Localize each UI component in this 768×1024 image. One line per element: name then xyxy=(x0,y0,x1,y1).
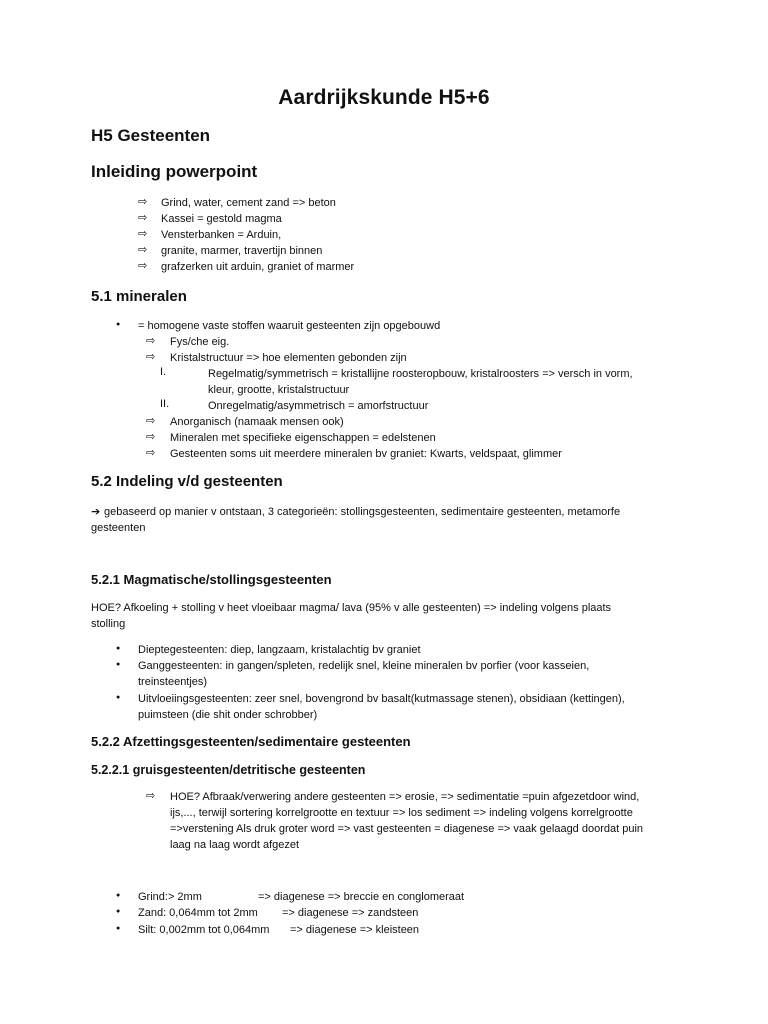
paragraph-line: stolling xyxy=(91,618,126,630)
arrow-right-icon xyxy=(138,259,147,272)
list-item: Kristalstructuur => hoe elementen gebonden zijn xyxy=(170,352,407,364)
document-title: Aardrijkskunde H5+6 xyxy=(278,86,490,109)
list-item: Anorganisch (namaak mensen ook) xyxy=(170,416,344,428)
arrow-right-icon xyxy=(146,414,155,427)
heading-5-2-1: 5.2.1 Magmatische/stollingsgesteenten xyxy=(91,572,332,587)
paragraph-line: ijs,..., terwijl sortering korrelgrootte en textuur => los sediment => indeling volgens korrelgrootte xyxy=(170,807,633,819)
list-item: granite, marmer, travertijn binnen xyxy=(161,245,323,257)
list-item: Dieptegesteenten: diep, langzaam, kristalachtig bv graniet xyxy=(138,644,421,656)
list-item-continuation: treinsteentjes) xyxy=(138,676,208,688)
paragraph-line: HOE? Afbraak/verwering andere gesteenten => erosie, => sedimentatie =puin afgezetdoor wind, xyxy=(170,791,640,803)
list-item: Regelmatig/symmetrisch = kristallijne roosteropbouw, kristalroosters => versch in vorm, xyxy=(208,368,633,380)
list-item-label: Silt: 0,002mm tot 0,064mm xyxy=(138,924,270,936)
list-item-continuation: puimsteen (die shit onder schrobber) xyxy=(138,709,318,721)
arrow-right-icon xyxy=(138,243,147,256)
arrow-right-icon xyxy=(146,789,155,802)
roman-numeral: II. xyxy=(160,398,170,410)
bullet-icon xyxy=(116,905,120,916)
bullet-icon xyxy=(116,318,120,329)
bullet-icon xyxy=(116,642,120,653)
bullet-icon xyxy=(116,922,120,933)
list-item: Mineralen met specifieke eigenschappen = edelstenen xyxy=(170,432,436,444)
list-item-value: => diagenese => breccie en conglomeraat xyxy=(258,891,465,903)
arrow-right-icon xyxy=(146,334,155,347)
heading-5-2-2: 5.2.2 Afzettingsgesteenten/sedimentaire gesteenten xyxy=(91,734,411,749)
arrow-right-icon: ➔ xyxy=(91,506,101,518)
paragraph-line: laag na laag wordt afgezet xyxy=(170,839,300,851)
bullet-icon xyxy=(116,658,120,669)
bullet-icon xyxy=(116,889,120,900)
arrow-right-icon xyxy=(138,227,147,240)
roman-numeral: I. xyxy=(160,366,167,378)
list-item: Gesteenten soms uit meerdere mineralen bv graniet: Kwarts, veldspaat, glimmer xyxy=(170,448,562,460)
paragraph-line: =>verstening Als druk groter word => vast gesteenten = diagenese => vaak gelaagd doordat puin xyxy=(170,823,644,835)
list-item-value: => diagenese => zandsteen xyxy=(282,907,419,919)
list-item: Onregelmatig/asymmetrisch = amorfstructuur xyxy=(208,400,429,412)
arrow-right-icon xyxy=(138,195,147,208)
list-item: grafzerken uit arduin, graniet of marmer xyxy=(161,261,355,273)
arrow-right-icon xyxy=(146,350,155,363)
list-item: Uitvloeiingsgesteenten: zeer snel, bovengrond bv basalt(kutmassage stenen), obsidiaan (kettingen), xyxy=(138,693,625,705)
arrow-right-icon xyxy=(146,430,155,443)
arrow-right-icon xyxy=(138,211,147,224)
list-item: = homogene vaste stoffen waaruit gesteenten zijn opgebouwd xyxy=(138,320,441,332)
list-item-value: => diagenese => kleisteen xyxy=(290,924,420,936)
list-item-continuation: kleur, grootte, kristalstructuur xyxy=(208,384,350,396)
list-item: Kassei = gestold magma xyxy=(161,213,282,225)
list-item: Vensterbanken = Arduin, xyxy=(161,229,282,241)
list-item-label: Grind:> 2mm xyxy=(138,891,202,903)
paragraph-line: gebaseerd op manier v ontstaan, 3 categorieën: stollingsgesteenten, sedimentaire gesteenten, metamorfe xyxy=(104,506,621,518)
list-item: Grind, water, cement zand => beton xyxy=(161,197,336,209)
list-item-label: Zand: 0,064mm tot 2mm xyxy=(138,907,258,919)
arrow-right-icon xyxy=(146,446,155,459)
heading-h5: H5 Gesteenten xyxy=(91,126,211,145)
heading-5-2-2-1: 5.2.2.1 gruisgesteenten/detritische gesteenten xyxy=(91,763,366,777)
list-item: Ganggesteenten: in gangen/spleten, redelijk snel, kleine mineralen bv porfier (voor kasseien, xyxy=(138,660,590,672)
paragraph-line: gesteenten xyxy=(91,522,146,534)
list-item: Fys/che eig. xyxy=(170,336,230,348)
heading-5-2: 5.2 Indeling v/d gesteenten xyxy=(91,473,283,490)
paragraph-line: HOE? Afkoeling + stolling v heet vloeibaar magma/ lava (95% v alle gesteenten) => indeling volgens plaats xyxy=(91,602,612,614)
heading-5-1: 5.1 mineralen xyxy=(91,288,187,305)
bullet-icon xyxy=(116,691,120,702)
heading-inleiding: Inleiding powerpoint xyxy=(91,162,258,181)
